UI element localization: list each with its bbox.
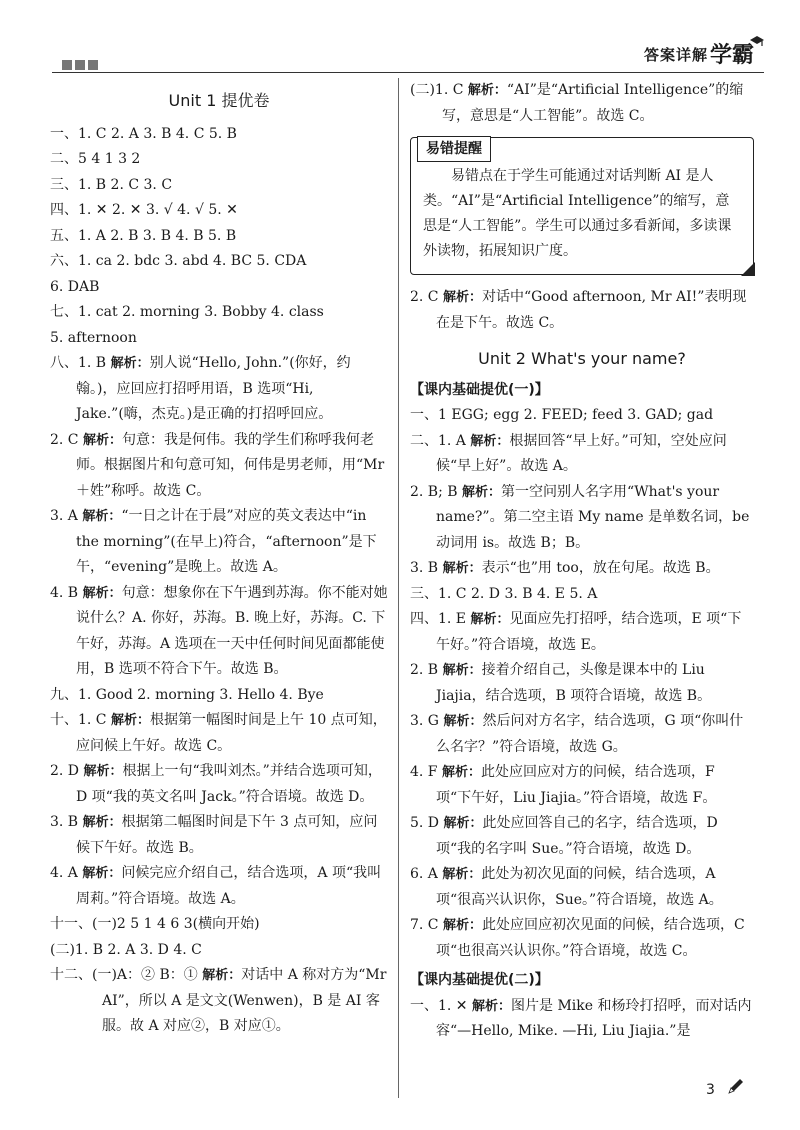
- explanation-item: (二)1. C 解析：“AI”是“Artificial Intelligence”的缩写，意思是“人工智能”。故选 C。: [410, 82, 744, 124]
- explanation-item: 十、1. C 解析：根据第一幅图时间是上午 10 点可知，应问候上午好。故选 C。: [50, 712, 387, 754]
- answer-line: 七、1. cat 2. morning 3. Bobby 4. class: [50, 304, 324, 320]
- section-title: 【课内基础提优(一)】: [410, 381, 549, 398]
- explanation-item: 3. B 解析：根据第二幅图时间是下午 3 点可知，应问候下午好。故选 B。: [50, 814, 378, 856]
- answer-line: 九、1. Good 2. morning 3. Hello 4. Bye: [50, 686, 324, 703]
- answer-line: 6. DAB: [50, 278, 100, 295]
- explanation-item: 7. C 解析：此处应回应初次见面的问候，结合选项，C 项“也很高兴认识你。”符合语境，故选 C。: [410, 917, 745, 959]
- explanation-item: 2. B 解析：接着介绍自己，头像是课本中的 Liu Jiajia，结合选项，B 项符合语境，故选 B。: [410, 662, 712, 704]
- explanation-item: 3. A 解析：“一日之计在于晨”对应的英文表达中“in the morning”(在早上)符合，“afternoon”是下午，“evening”是晚上。故选 A。: [50, 508, 377, 575]
- explanation-item: 四、1. E 解析：见面应先打招呼，结合选项，E 项“下午好。”符合语境，故选 E。: [410, 611, 742, 653]
- graduation-cap-icon: [750, 36, 764, 46]
- answer-line: 一、1 EGG; egg 2. FEED; feed 3. GAD; gad: [410, 407, 714, 423]
- left-column: [50, 78, 388, 1040]
- pencil-icon: [726, 1076, 746, 1096]
- header-square-2: [75, 60, 85, 70]
- folded-corner-icon: [741, 262, 755, 276]
- error-reminder-text: 易错点在于学生可能通过对话判断 AI 是人类。“AI”是“Artificial Intelligence”的缩写，意思是“人工智能”。学生可以通过多看新闻，多读课外读物，拓展知识广度。: [423, 168, 732, 259]
- explanation-item: 5. D 解析：此处应回答自己的名字，结合选项，D 项“我的名字叫 Sue。”符合语境，故选 D。: [410, 815, 718, 857]
- answer-line: 5. afternoon: [50, 329, 137, 346]
- section-title: 【课内基础提优(二)】: [410, 972, 549, 988]
- answer-line: (二)1. B 2. A 3. D 4. C: [50, 941, 202, 958]
- explanation-item: 2. C 解析：对话中“Good afternoon, Mr AI!”表明现在是下午。故选 C。: [410, 289, 747, 331]
- explanation-item: 一、1. ✕ 解析：图片是 Mike 和杨玲打招呼，而对话内容“—Hello, Mike. —Hi, Liu Jiajia.”是: [410, 997, 752, 1039]
- answer-line: 一、1. C 2. A 3. B 4. C 5. B: [50, 125, 237, 142]
- explanation-item: 4. B 解析：句意：想象你在下午遇到苏海。你不能对她说什么？A. 你好，苏海。B. 晚上好，苏海。C. 下午好，苏海。A 选项在一天中任何时间见面都能使用，B 选项不符合下午。故选 B。: [50, 584, 388, 677]
- explanation-item: 二、1. A 解析：根据回答“早上好。”可知，空处应问候“早上好”。故选 A。: [410, 432, 727, 474]
- answer-line: 十一、(一)2 5 1 4 6 3(横向开始): [50, 916, 260, 932]
- explanation-item: 十二、(一)A：② B：① 解析：对话中 A 称对方为“Mr AI”，所以 A 是文文(Wenwen)，B 是 AI 客服。故 A 对应②，B 对应①。: [50, 967, 387, 1034]
- error-reminder-label: 易错提醒: [417, 136, 491, 162]
- answer-line: 六、1. ca 2. bdc 3. abd 4. BC 5. CDA: [50, 253, 307, 269]
- explanation-item: 4. F 解析：此处应回应对方的问候，结合选项，F 项“下午好，Liu Jiajia。”符合语境，故选 F。: [410, 764, 717, 806]
- page-header: [0, 0, 800, 72]
- page-number: 3: [706, 1082, 715, 1098]
- column-divider: [398, 78, 399, 1098]
- answer-line: 四、1. ✕ 2. ✕ 3. √ 4. √ 5. ✕: [50, 202, 238, 218]
- unit1-title: Unit 1 提优卷: [168, 91, 270, 110]
- explanation-item: 2. D 解析：根据上一句“我叫刘杰。”并结合选项可知，D 项“我的英文名叫 Jack。”符合语境。故选 D。: [50, 763, 382, 805]
- answer-line: 五、1. A 2. B 3. B 4. B 5. B: [50, 227, 237, 244]
- error-reminder-box: [410, 137, 754, 275]
- answer-line: 二、5 4 1 3 2: [50, 151, 141, 167]
- answer-line: 三、1. B 2. C 3. C: [50, 176, 173, 193]
- header-square-1: [62, 60, 72, 70]
- header-square-3: [88, 60, 98, 70]
- explanation-item: 2. C 解析：句意：我是何伟。我的学生们称呼我何老师。根据图片和句意可知，何伟是男老师，用“Mr＋姓”称呼。故选 C。: [50, 431, 385, 499]
- explanation-item: 6. A 解析：此处为初次见面的问候，结合选项，A 项“很高兴认识你，Sue。”符合语境，故选 A。: [410, 866, 723, 908]
- explanation-item: 3. B 解析：表示“也”用 too，放在句尾。故选 B。: [410, 560, 720, 576]
- right-column: [410, 78, 754, 1045]
- header-rule: [52, 72, 764, 73]
- answer-line: 三、1. C 2. D 3. B 4. E 5. A: [410, 585, 598, 602]
- header-title: 答案详解: [643, 46, 708, 64]
- explanation-item: 4. A 解析：问候完应介绍自己，结合选项，A 项“我叫周莉。”符合语境。故选 A。: [50, 865, 382, 907]
- header-logo: 学霸: [709, 43, 754, 68]
- explanation-item: 3. G 解析：然后问对方名字，结合选项，G 项“你叫什么名字？”符合语境，故选 G。: [410, 713, 744, 755]
- explanation-item: 2. B; B 解析：第一空问别人名字用“What's your name?”。第二空主语 My name 是单数名词，be 动词用 is。故选 B；B。: [410, 483, 750, 551]
- unit2-title: Unit 2 What's your name?: [478, 349, 686, 368]
- explanation-item: 八、1. B 解析：别人说“Hello, John.”(你好，约翰。)，应回应打招呼用语，B 选项“Hi, Jake.”(嗨，杰克。)是正确的打招呼回应。: [50, 355, 351, 422]
